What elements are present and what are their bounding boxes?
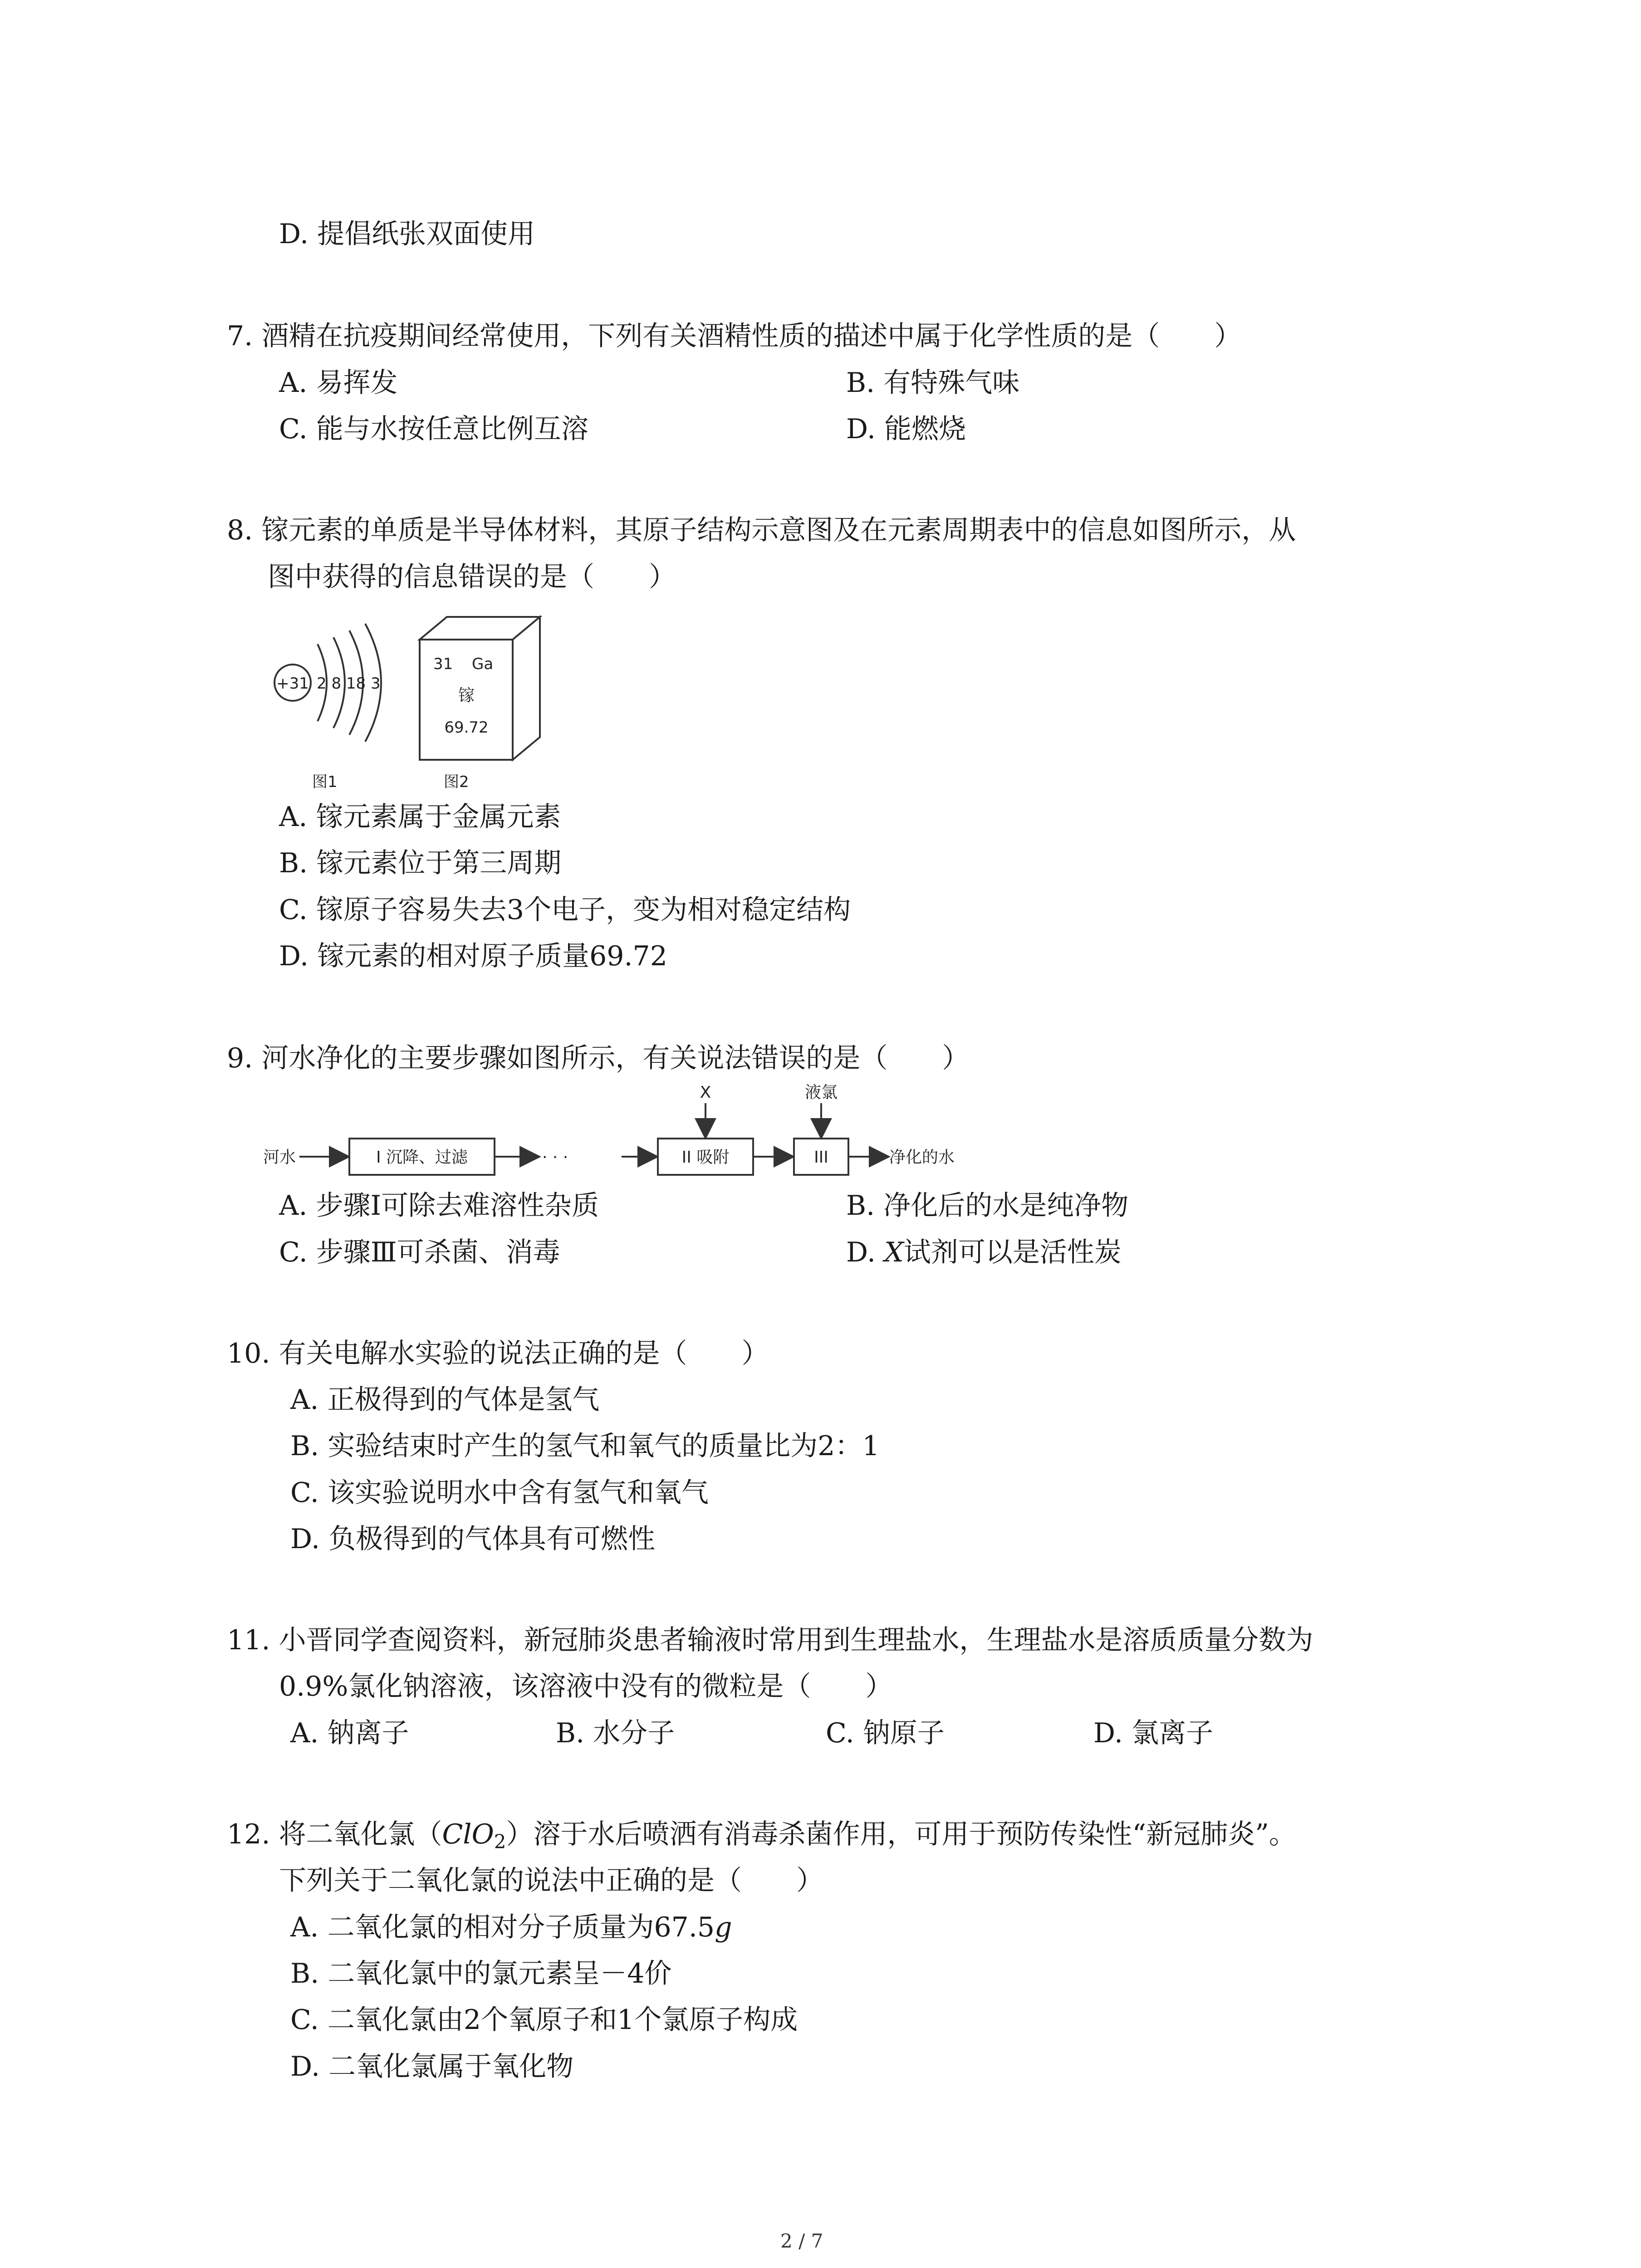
q11-option-a: A. 钠离子 xyxy=(290,1717,409,1749)
q9-option-d-variable: X xyxy=(884,1237,904,1268)
chlorine-dioxide-formula: ClO xyxy=(442,1818,494,1850)
q8-option-b: B. 镓元素位于第三周期 xyxy=(279,847,562,879)
q9-option-c: C. 步骤Ⅲ可杀菌、消毒 xyxy=(279,1237,560,1268)
element-name: 镓 xyxy=(458,686,475,705)
element-symbol: Ga xyxy=(472,655,494,673)
q8-stem-line2: 图中获得的信息错误的是（ ） xyxy=(268,561,676,593)
q10-option-b: B. 实验结束时产生的氢气和氧气的质量比为2：1 xyxy=(290,1430,880,1462)
q8-option-c: C. 镓原子容易失去3个电子，变为相对稳定结构 xyxy=(279,894,851,926)
q12-option-d: D. 二氧化氯属于氧化物 xyxy=(290,2051,574,2082)
q7-option-a: A. 易挥发 xyxy=(279,367,398,399)
flow-dots: · · · xyxy=(542,1148,568,1167)
nucleus-charge: +31 xyxy=(276,675,309,693)
flow-input-chlorine: 液氯 xyxy=(804,1083,838,1102)
q11-option-c: C. 钠原子 xyxy=(826,1717,945,1749)
q12-option-b: B. 二氧化氯中的氯元素呈－4价 xyxy=(290,1958,672,1989)
q10-option-c: C. 该实验说明水中含有氢气和氧气 xyxy=(290,1477,709,1509)
q9-option-b: B. 净化后的水是纯净物 xyxy=(846,1190,1129,1222)
q12-option-a xyxy=(290,1911,732,1944)
q9-stem: 9. 河水净化的主要步骤如图所示，有关说法错误的是（ ） xyxy=(227,1042,970,1074)
q12-option-c: C. 二氧化氯由2个氧原子和1个氯原子构成 xyxy=(290,2004,798,2036)
atomic-number: 31 xyxy=(433,655,453,673)
fig2-caption: 图2 xyxy=(444,773,469,791)
page-number: 2 / 7 xyxy=(780,2230,823,2252)
q9-option-d-prefix: D. xyxy=(846,1237,885,1268)
q12-stem-part2: ）溶于水后喷洒有消毒杀菌作用，可用于预防传染性“新冠肺炎”。 xyxy=(506,1818,1296,1850)
flow-end: 净化的水 xyxy=(889,1148,955,1167)
q12-option-a-unit: g xyxy=(715,1911,732,1943)
formula-subscript: 2 xyxy=(494,1830,506,1853)
q12-stem-part1: 12. 将二氧化氯（ xyxy=(227,1818,442,1850)
flow-start: 河水 xyxy=(263,1148,296,1167)
q8-option-d: D. 镓元素的相对原子质量69.72 xyxy=(279,940,667,972)
q11-option-b: B. 水分子 xyxy=(556,1717,675,1749)
atomic-mass: 69.72 xyxy=(444,719,489,737)
q12-stem-line1 xyxy=(227,1818,1296,1858)
flow-step2: II 吸附 xyxy=(681,1148,730,1167)
flow-step3: III xyxy=(814,1148,828,1167)
gallium-element-cube xyxy=(420,617,540,791)
q8-stem-line1: 8. 镓元素的单质是半导体材料，其原子结构示意图及在元素周期表中的信息如图所示，从 xyxy=(227,514,1296,546)
electron-shells: 2 8 18 3 xyxy=(317,675,381,693)
flow-step1: I 沉降、过滤 xyxy=(376,1148,468,1167)
q10-option-d: D. 负极得到的气体具有可燃性 xyxy=(290,1523,656,1555)
q7-option-c: C. 能与水按任意比例互溶 xyxy=(279,413,588,445)
q9-flow-diagram xyxy=(263,1080,998,1188)
q9-option-a: A. 步骤Ⅰ可除去难溶性杂质 xyxy=(279,1190,599,1222)
q11-option-d: D. 氯离子 xyxy=(1093,1717,1214,1749)
q7-option-b: B. 有特殊气味 xyxy=(846,367,1020,399)
q11-stem-line1: 11. 小晋同学查阅资料，新冠肺炎患者输液时常用到生理盐水，生理盐水是溶质质量分数为 xyxy=(227,1624,1313,1656)
flow-input-x: X xyxy=(700,1083,711,1102)
q10-stem: 10. 有关电解水实验的说法正确的是（ ） xyxy=(227,1338,769,1369)
gallium-atom-structure xyxy=(274,624,381,791)
fig1-caption: 图1 xyxy=(312,773,338,791)
q9-option-d-text: 试剂可以是活性炭 xyxy=(903,1237,1122,1268)
q12-option-a-text: A. 二氧化氯的相对分子质量为67.5 xyxy=(290,1911,715,1943)
q12-stem-line2: 下列关于二氧化氯的说法中正确的是（ ） xyxy=(279,1865,823,1897)
q7-option-d: D. 能燃烧 xyxy=(846,413,966,445)
q8-option-a: A. 镓元素属于金属元素 xyxy=(279,801,561,833)
q10-option-a: A. 正极得到的气体是氢气 xyxy=(290,1384,600,1416)
q11-stem-line2: 0.9%氯化钠溶液，该溶液中没有的微粒是（ ） xyxy=(279,1671,893,1702)
q8-figures xyxy=(259,608,576,798)
q7-stem: 7. 酒精在抗疫期间经常使用，下列有关酒精性质的描述中属于化学性质的是（ ） xyxy=(227,320,1242,352)
q9-option-d xyxy=(846,1236,1122,1269)
q6-option-d: D. 提倡纸张双面使用 xyxy=(279,218,535,250)
